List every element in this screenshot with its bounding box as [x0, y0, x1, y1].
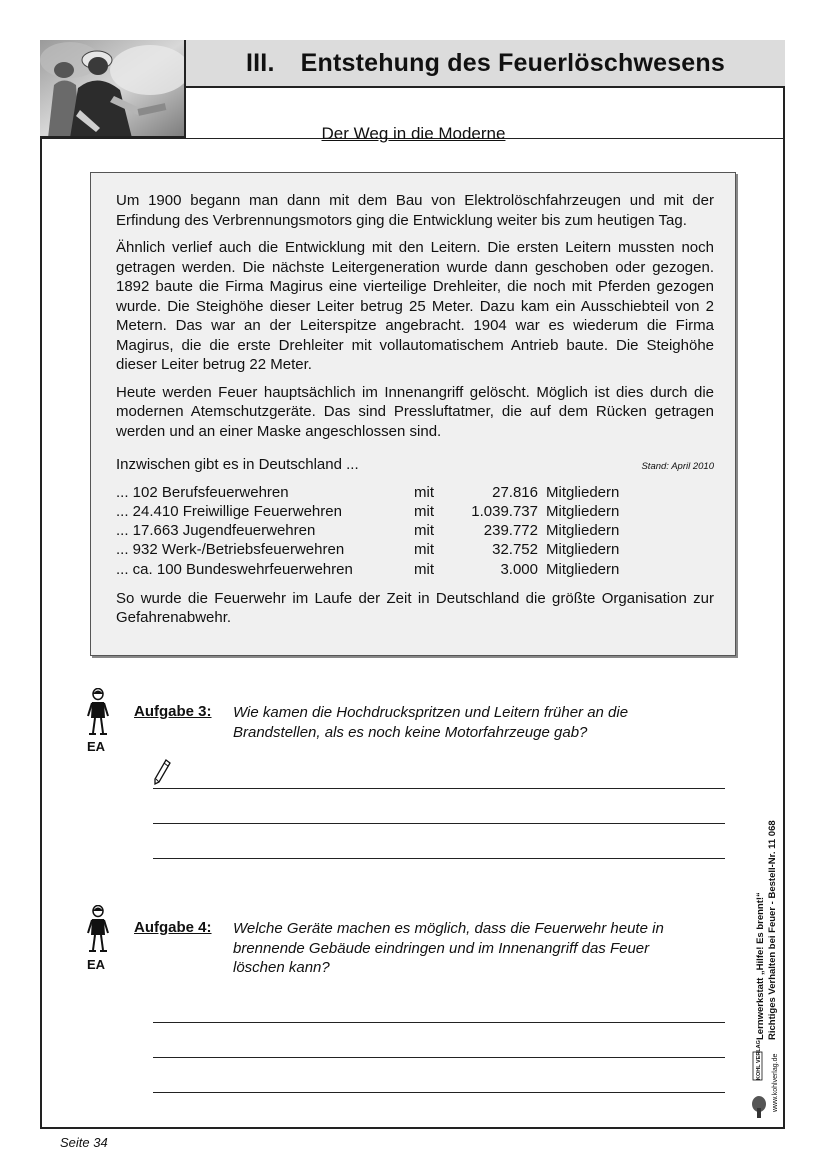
table-row	[116, 540, 619, 559]
task-3	[134, 703, 703, 742]
table-row	[116, 483, 619, 502]
table-row	[116, 560, 619, 579]
stat-label: ... 932 Werk-/Betriebsfeuerwehren	[116, 541, 345, 559]
student-figure-icon	[84, 688, 112, 738]
publisher-tree-logo-icon	[752, 1096, 766, 1118]
answer-line[interactable]	[153, 1092, 725, 1093]
work-mode-label: EA	[87, 957, 106, 972]
answer-line[interactable]	[153, 1057, 725, 1058]
task-label	[134, 703, 233, 742]
sidebar-line-2: Richtiges Verhalten bei Feuer - Bestell-Nr. 11 068	[767, 820, 778, 1040]
task-label-text: Aufgabe 3	[134, 703, 207, 720]
stat-unit: Mitgliedern	[546, 522, 620, 540]
chapter-title	[246, 49, 725, 78]
info-paragraph-1: Um 1900 begann man dann mit dem Bau von Elektrolöschfahrzeugen und mit der Erfindung des Verbrennungsmotors ging die Entwicklung weiter bis zum heutigen Tag.	[116, 192, 714, 229]
stat-mit: mit	[414, 522, 434, 540]
stats-intro: Inzwischen gibt es in Deutschland ...	[116, 456, 359, 473]
stat-count: 3.000	[500, 560, 538, 578]
person-icon	[84, 688, 112, 743]
sidebar-line-1: Lernwerkstatt „Hilfe! Es brennt!“	[755, 892, 766, 1040]
publisher-sidebar	[750, 790, 780, 1120]
stat-unit: Mitgliedern	[546, 541, 620, 559]
pencil-icon	[152, 758, 172, 791]
stat-count: 32.752	[492, 541, 538, 559]
task-label	[134, 919, 233, 978]
stats-date: Stand: April 2010	[641, 461, 714, 472]
stat-unit: Mitgliedern	[546, 560, 620, 578]
task-4	[134, 919, 703, 978]
info-conclusion: So wurde die Feuerwehr im Laufe der Zeit in Deutschland die größte Organisation zur Gefahrenabwehr.	[116, 589, 714, 627]
stat-label: ... 102 Berufsfeuerwehren	[116, 483, 289, 501]
answer-line[interactable]	[153, 823, 725, 824]
section-subtitle: Der Weg in die Moderne	[321, 124, 506, 143]
stat-mit: mit	[414, 541, 434, 559]
stat-unit: Mitgliedern	[546, 502, 620, 520]
answer-line[interactable]	[153, 1022, 725, 1023]
task-question: Wie kamen die Hochdruckspritzen und Leitern früher an die Brandstellen, als es noch keine Motorfahrzeuge gab?	[233, 704, 629, 741]
publisher-sidebar-graphic	[750, 790, 780, 1120]
answer-line[interactable]	[153, 788, 725, 789]
info-paragraph-3: Heute werden Feuer hauptsächlich im Innenangriff gelöscht. Möglich ist dies durch die modernen Atemschutzgeräte. Das sind Pressluftatmer, die auf dem Rücken getragen werden und an einer Maske angeschlossen sind.	[116, 383, 714, 440]
stats-header	[116, 455, 714, 477]
stat-unit: Mitgliedern	[546, 483, 620, 501]
stat-mit: mit	[414, 560, 434, 578]
task-question: Welche Geräte machen es möglich, dass die Feuerwehr heute in brennende Gebäude eindringen und im Innenangriff das Feuer löschen kann?	[233, 920, 664, 976]
person-icon	[84, 905, 112, 960]
stat-mit: mit	[414, 483, 434, 501]
stat-mit: mit	[414, 502, 434, 520]
info-box	[90, 172, 736, 656]
publisher-url: www.kohlverlag.de	[772, 1053, 779, 1112]
table-row	[116, 521, 619, 540]
stat-count: 1.039.737	[471, 502, 538, 520]
stat-count: 27.816	[492, 483, 538, 501]
chapter-number: III.	[246, 48, 275, 77]
task-label-colon: :	[206, 919, 212, 936]
info-box-content	[116, 191, 714, 636]
stats-table	[116, 483, 619, 579]
answer-line[interactable]	[153, 858, 725, 859]
task-label-colon: :	[206, 703, 212, 720]
stat-count: 239.772	[483, 522, 538, 540]
page-number: Seite 34	[60, 1135, 108, 1150]
publisher-logo-text: KOHL VERLAG	[756, 1040, 762, 1080]
work-mode-label: EA	[87, 739, 106, 754]
chapter-header	[186, 40, 785, 88]
stat-label: ... 24.410 Freiwillige Feuerwehren	[116, 502, 342, 520]
stat-label: ... 17.663 Jugendfeuerwehren	[116, 522, 316, 540]
info-paragraph-2: Ähnlich verlief auch die Entwicklung mit den Leitern. Die ersten Leitern mussten noch getragen werden. Die nächste Leitergeneration wurde dann geschoben oder gezogen. 1892 baute die Firma Magirus eine vierteilige Drehleiter, die noch mit Pferden gezogen wurde. Die Steighöhe dieser Leiter betrug 25 Meter. Dazu kam ein Ausschiebteil von 2 Metern. Das war an der Leiterspitze angebracht. 1904 war es wiederum die Firma Magirus, die die erste Drehleiter mit vollautomatischem Antrieb baute. Die Steighöhe dieser Leiter betrug 22 Meter.	[116, 239, 714, 373]
task-label-text: Aufgabe 4	[134, 919, 207, 936]
table-row	[116, 502, 619, 521]
stat-label: ... ca. 100 Bundeswehrfeuerwehren	[116, 560, 353, 578]
chapter-title-text: Entstehung des Feuerlöschwesens	[300, 48, 725, 77]
student-figure-icon	[84, 905, 112, 955]
